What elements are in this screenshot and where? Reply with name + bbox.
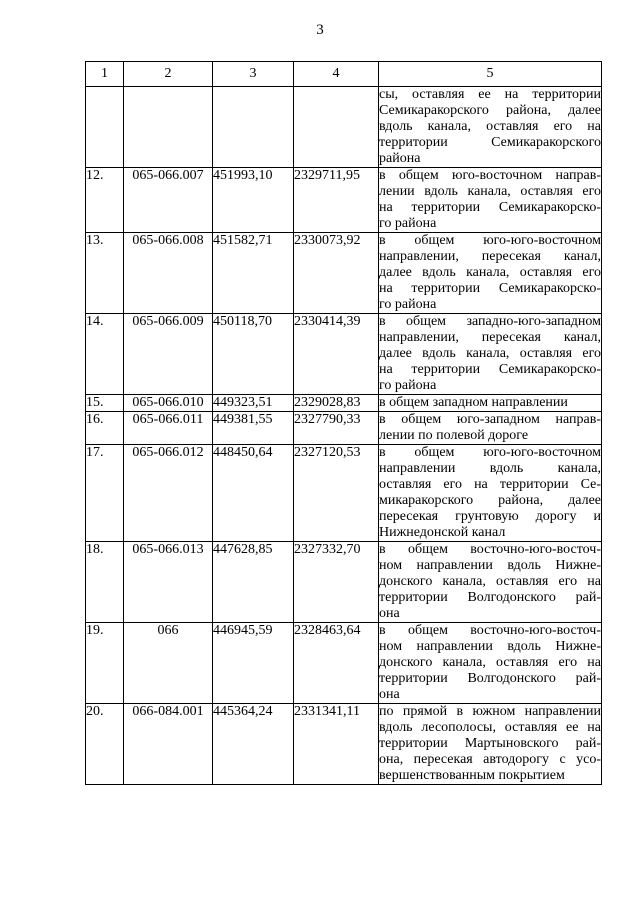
description-line: лении по полевой дороге: [379, 428, 529, 443]
page-number: 3: [316, 22, 324, 38]
coordinate-y: 2329711,95: [294, 168, 379, 233]
table-row: [86, 623, 602, 704]
point-code: 065-066.007: [124, 168, 213, 233]
coordinate-y: [294, 87, 379, 168]
coordinate-x: [213, 87, 294, 168]
row-number: [86, 87, 124, 168]
description-line: она: [379, 687, 400, 702]
table-header-row: [86, 62, 602, 87]
description-line: направлении, пересекая канал,: [379, 249, 601, 264]
description-line: далее вдоль канала, оставляя его: [379, 265, 601, 280]
table-row: [86, 87, 602, 168]
description-line: микаракорского района, далее: [379, 493, 601, 508]
boundary-description: [379, 87, 602, 168]
description-line: вдоль лесополосы, оставляя ее на: [379, 720, 601, 735]
coordinate-x: 449323,51: [213, 395, 294, 412]
point-code: 065-066.008: [124, 233, 213, 314]
description-line: ном направлении вдоль Нижне-: [379, 558, 601, 573]
description-line: го района: [379, 378, 437, 393]
description-line: го района: [379, 216, 437, 231]
description-line: направлении вдоль канала,: [379, 461, 601, 476]
description-line: территории Семикаракорского: [379, 135, 601, 150]
description-line: района: [379, 151, 421, 166]
table-row: [86, 542, 602, 623]
row-number: 20.: [86, 704, 124, 785]
coordinate-y: 2327332,70: [294, 542, 379, 623]
header-col-1: 1: [86, 62, 124, 87]
description-line: ном направлении вдоль Нижне-: [379, 639, 601, 654]
coordinate-x: 449381,55: [213, 412, 294, 445]
description-line: вершенствованным покрытием: [379, 768, 565, 783]
description-line: Семикаракорского района, далее: [379, 103, 601, 118]
description-line: территории Волгодонского рай-: [379, 671, 601, 686]
boundary-description: [379, 445, 602, 542]
coordinate-y: 2331341,11: [294, 704, 379, 785]
coordinate-y: 2329028,83: [294, 395, 379, 412]
point-code: 066-084.001: [124, 704, 213, 785]
boundary-description: [379, 314, 602, 395]
point-code: 065-066.009: [124, 314, 213, 395]
row-number: 14.: [86, 314, 124, 395]
table-row: [86, 412, 602, 445]
description-line: донского канала, оставляя его на: [379, 574, 601, 589]
header-col-3: 3: [213, 62, 294, 87]
boundary-description: [379, 542, 602, 623]
coordinate-x: 447628,85: [213, 542, 294, 623]
description-line: на территории Семикаракорско-: [379, 200, 601, 215]
point-code: [124, 87, 213, 168]
row-number: 17.: [86, 445, 124, 542]
description-line: она: [379, 606, 400, 621]
header-col-2: 2: [124, 62, 213, 87]
row-number: 15.: [86, 395, 124, 412]
description-line: в общем восточно-юго-восточ-: [379, 623, 601, 638]
description-line: лении вдоль канала, оставляя его: [379, 184, 601, 199]
boundary-description: [379, 623, 602, 704]
coordinate-x: 448450,64: [213, 445, 294, 542]
description-line: на территории Семикаракорско-: [379, 281, 601, 296]
coordinate-x: 446945,59: [213, 623, 294, 704]
description-line: сы, оставляя ее на территории: [379, 87, 601, 102]
boundary-description: [379, 395, 602, 412]
description-line: пересекая грунтовую дорогу и: [379, 509, 601, 524]
point-code: 066: [124, 623, 213, 704]
description-line: территории Волгодонского рай-: [379, 590, 601, 605]
description-line: оставляя его на территории Се-: [379, 477, 601, 492]
point-code: 065-066.010: [124, 395, 213, 412]
description-line: вдоль канала, оставляя его на: [379, 119, 601, 134]
boundary-description: [379, 412, 602, 445]
description-line: по прямой в южном направлении: [379, 704, 601, 719]
header-col-5: 5: [379, 62, 602, 87]
description-line: в общем юго-восточном направ-: [379, 168, 601, 183]
coordinate-x: 451993,10: [213, 168, 294, 233]
table-row: [86, 168, 602, 233]
table-body: [86, 87, 602, 785]
description-line: в общем юго-западном направ-: [379, 412, 601, 427]
coordinate-x: 445364,24: [213, 704, 294, 785]
row-number: 18.: [86, 542, 124, 623]
description-line: в общем юго-юго-восточном: [379, 233, 601, 248]
coordinate-y: 2330414,39: [294, 314, 379, 395]
coordinate-y: 2327790,33: [294, 412, 379, 445]
description-line: в общем западно-юго-западном: [379, 314, 601, 329]
description-line: го района: [379, 297, 437, 312]
description-line: в общем западном направлении: [379, 395, 568, 410]
boundary-description: [379, 168, 602, 233]
coordinate-x: 450118,70: [213, 314, 294, 395]
row-number: 12.: [86, 168, 124, 233]
point-code: 065-066.013: [124, 542, 213, 623]
row-number: 19.: [86, 623, 124, 704]
point-code: 065-066.012: [124, 445, 213, 542]
boundary-description: [379, 704, 602, 785]
row-number: 13.: [86, 233, 124, 314]
description-line: в общем восточно-юго-восточ-: [379, 542, 601, 557]
coordinate-y: 2328463,64: [294, 623, 379, 704]
point-code: 065-066.011: [124, 412, 213, 445]
description-line: направлении, пересекая канал,: [379, 330, 601, 345]
description-line: территории Мартыновского рай-: [379, 736, 601, 751]
coordinate-y: 2330073,92: [294, 233, 379, 314]
description-line: далее вдоль канала, оставляя его: [379, 346, 601, 361]
description-line: она, пересекая автодорогу с усо-: [379, 752, 601, 767]
table-row: [86, 233, 602, 314]
boundary-description: [379, 233, 602, 314]
description-line: на территории Семикаракорско-: [379, 362, 601, 377]
boundary-points-table: [85, 61, 602, 785]
description-line: Нижнедонской канал: [379, 525, 506, 540]
description-line: донского канала, оставляя его на: [379, 655, 601, 670]
row-number: 16.: [86, 412, 124, 445]
coordinate-y: 2327120,53: [294, 445, 379, 542]
table-row: [86, 704, 602, 785]
table-row: [86, 395, 602, 412]
table-row: [86, 314, 602, 395]
table-row: [86, 445, 602, 542]
header-col-4: 4: [294, 62, 379, 87]
coordinate-x: 451582,71: [213, 233, 294, 314]
description-line: в общем юго-юго-восточном: [379, 445, 601, 460]
